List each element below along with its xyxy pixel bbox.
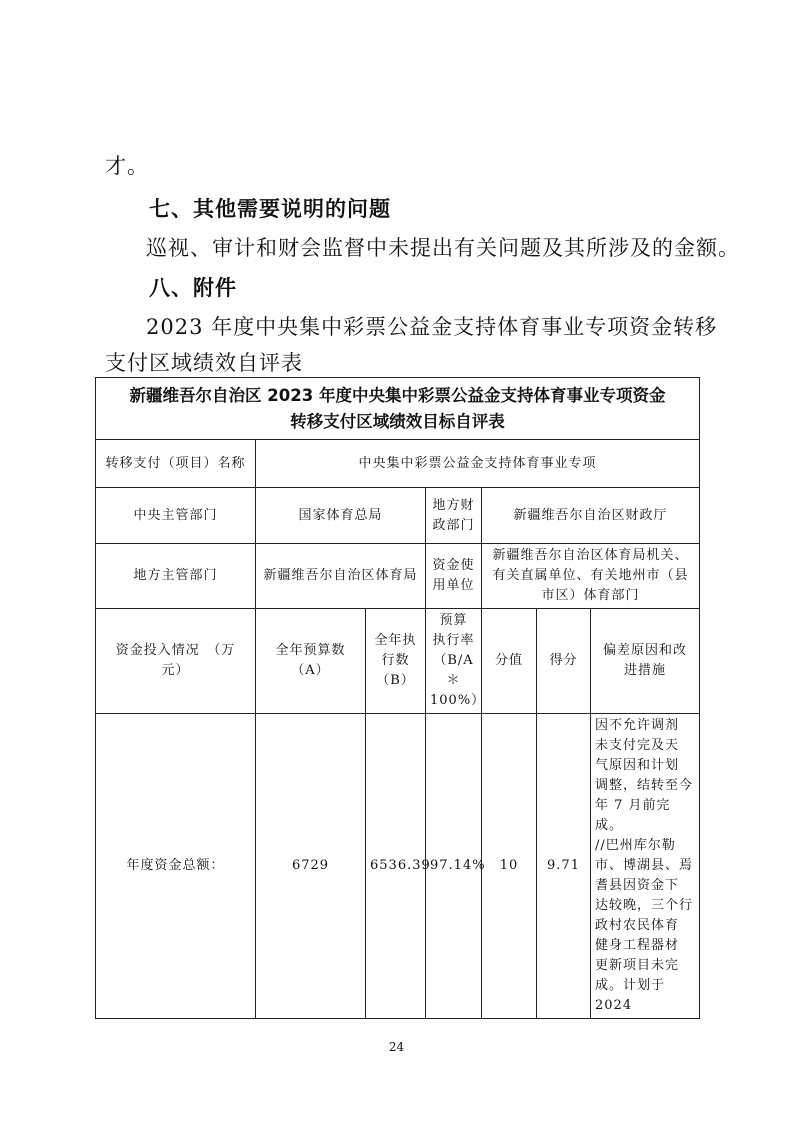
fund-unit-label: 资金使 用单位 <box>426 544 482 609</box>
section-heading-7: 七、其他需要说明的问题 <box>149 197 391 221</box>
local-finance-value: 新疆维吾尔自治区财政厅 <box>482 488 700 544</box>
header-reason: 偏差原因和改 进措施 <box>591 609 700 714</box>
attachment-line-2: 支付区域绩效自评表 <box>105 351 303 375</box>
local-finance-label: 地方财 政部门 <box>426 488 482 544</box>
total-reason: 因不允许调剂 未支付完及天 气原因和计划 调整，结转至今 年 7 月前完成。 //巴州库尔勒 市、博湖县、焉 耆县因资金下 达较晚，三个行 政村农民体育 健身工程器材 更新项目未完 成。计划于 2024 <box>591 714 700 1019</box>
total-rate: 97.14% <box>426 714 482 1019</box>
table-title-line-2: 转移支付区域绩效目标自评表 <box>290 411 505 431</box>
page-number: 24 <box>388 1040 405 1054</box>
total-budget: 6729 <box>256 714 366 1019</box>
table-title-line-1: 新疆维吾尔自治区 2023 年度中央集中彩票公益金支持体育事业专项资金 <box>129 385 666 405</box>
total-score: 9.71 <box>537 714 591 1019</box>
project-name-value: 中央集中彩票公益金支持体育事业专项 <box>256 440 700 488</box>
continued-text: 才。 <box>105 154 149 178</box>
fund-unit-value: 新疆维吾尔自治区体育局机关、 有关直属单位、有关地州市（县 市区）体育部门 <box>482 544 700 609</box>
total-score-value: 10 <box>482 714 537 1019</box>
local-dept-value: 新疆维吾尔自治区体育局 <box>256 544 426 609</box>
header-rate: 预算 执行率 （B/A ＊ 100%） <box>426 609 482 714</box>
total-label: 年度资金总额： <box>96 714 256 1019</box>
self-evaluation-table <box>95 377 700 1019</box>
header-executed: 全年执 行数（B） <box>366 609 426 714</box>
central-dept-value: 国家体育总局 <box>256 488 426 544</box>
section-7-body: 巡视、审计和财会监督中未提出有关问题及其所涉及的金额。 <box>146 236 740 260</box>
investment-label: 资金投入情况 （万 元） <box>96 609 256 714</box>
attachment-line-1: 2023 年度中央集中彩票公益金支持体育事业专项资金转移 <box>146 315 718 339</box>
total-executed: 6536.39 <box>366 714 426 1019</box>
section-heading-8: 八、附件 <box>149 276 237 300</box>
central-dept-label: 中央主管部门 <box>96 488 256 544</box>
local-dept-label: 地方主管部门 <box>96 544 256 609</box>
table-title <box>96 378 700 440</box>
header-score: 得分 <box>537 609 591 714</box>
header-budget: 全年预算数（A） <box>256 609 366 714</box>
project-name-label: 转移支付（项目）名称 <box>96 440 256 488</box>
header-score-value: 分值 <box>482 609 537 714</box>
